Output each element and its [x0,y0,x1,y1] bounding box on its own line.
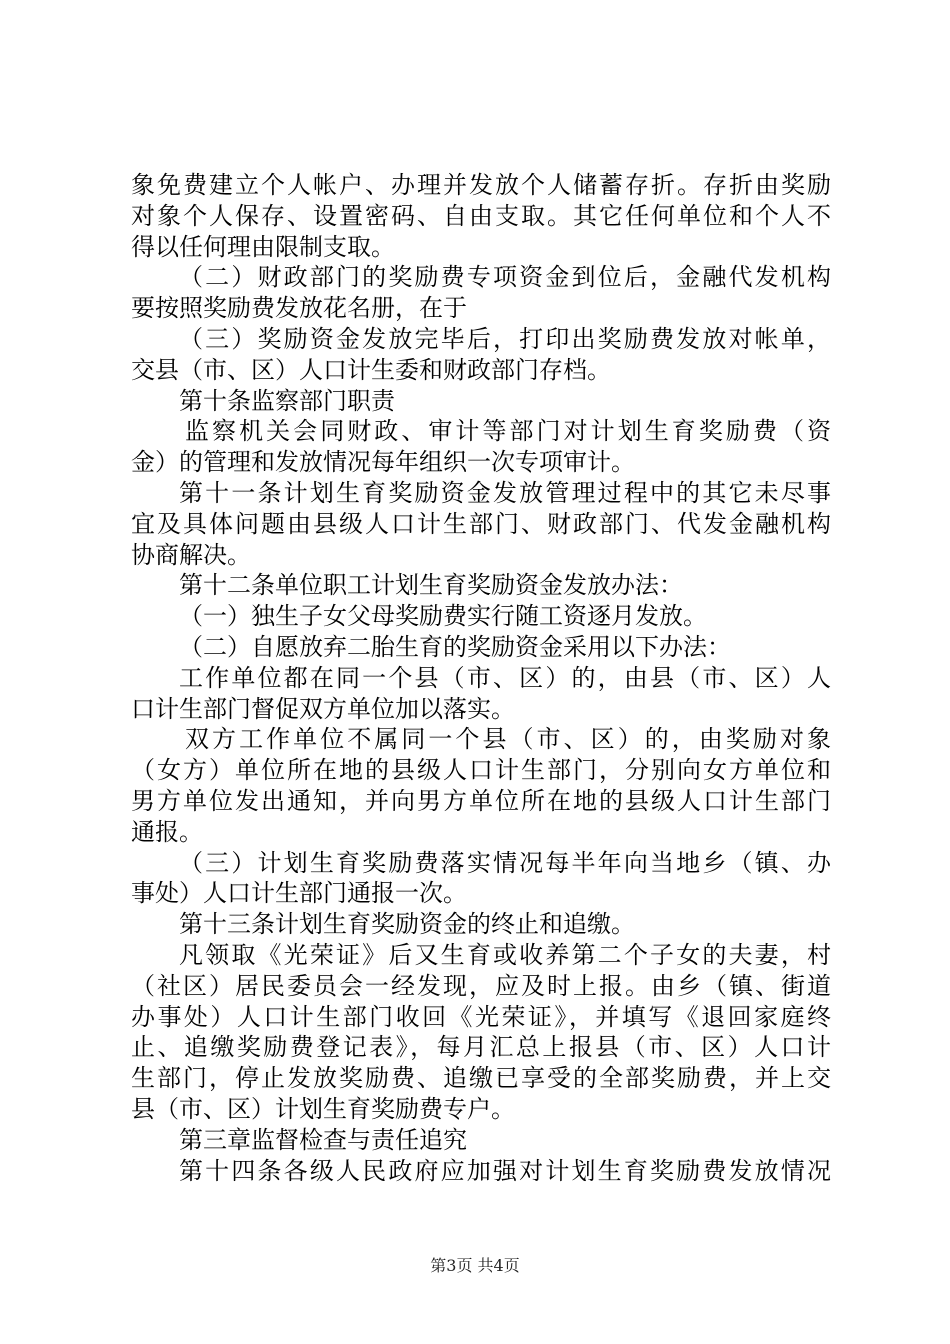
text-line: 止、追缴奖励费登记表》，每月汇总上报县（市、区）人口计 [131,1033,831,1062]
text-line: （二）自愿放弃二胎生育的奖励资金采用以下办法： [179,632,731,661]
text-line: 要按照奖励费发放花名册，在于 [131,294,467,323]
text-line: （一）独生子女父母奖励费实行随工资逐月发放。 [179,602,707,631]
paragraph [131,386,831,417]
paragraph [131,940,831,1125]
text-line: 金）的管理和发放情况每年组织一次专项审计。 [131,448,635,477]
text-line: 通报。 [131,817,203,846]
document-body [131,170,831,1186]
text-line: 第十条监察部门职责 [179,386,395,415]
paragraph [131,632,831,663]
text-line: （社区）居民委员会一经发现，应及时上报。由乡（镇、街道 [131,971,831,1000]
text-line: （二）财政部门的奖励费专项资金到位后，金融代发机构 [179,263,831,292]
paragraph [131,570,831,601]
text-line: 双方工作单位不属同一个县（市、区）的，由奖励对象 [185,725,831,754]
text-line: 男方单位发出通知，并向男方单位所在地的县级人口计生部门 [131,786,831,815]
text-line: 第三章监督检查与责任追究 [179,1125,467,1154]
text-line: 象免费建立个人帐户、办理并发放个人储蓄存折。存折由奖励 [131,171,831,199]
paragraph [131,416,831,478]
paragraph [131,601,831,632]
text-line: 口计生部门督促双方单位加以落实。 [131,694,515,723]
text-line: 县（市、区）计划生育奖励费专户。 [131,1094,515,1123]
text-line: （女方）单位所在地的县级人口计生部门，分别向女方单位和 [131,756,831,785]
text-line: 第十三条计划生育奖励资金的终止和追缴。 [179,910,635,939]
paragraph [131,909,831,940]
paragraph [131,663,831,725]
text-line: 第十二条单位职工计划生育奖励资金发放办法： [179,571,683,600]
text-line: （三）奖励资金发放完毕后，打印出奖励费发放对帐单， [179,324,831,353]
paragraph [131,1156,831,1187]
text-line: （三）计划生育奖励费落实情况每半年向当地乡（镇、办 [179,848,831,877]
page-number-footer: 第3页 共4页 [430,1256,520,1275]
text-line: 交县（市、区）人口计生委和财政部门存档。 [131,355,611,384]
paragraph [131,262,831,324]
text-line: 宜及具体问题由县级人口计生部门、财政部门、代发金融机构 [131,509,831,538]
text-line: 第十四条各级人民政府应加强对计划生育奖励费发放情况 [179,1156,831,1185]
text-line: 生部门，停止发放奖励费、追缴已享受的全部奖励费，并上交 [131,1064,831,1093]
paragraph [131,724,831,847]
text-line: 对象个人保存、设置密码、自由支取。其它任何单位和个人不 [131,201,831,230]
paragraph [131,1125,831,1156]
text-line: 协商解决。 [131,540,251,569]
paragraph [131,324,831,386]
text-line: 办事处）人口计生部门收回《光荣证》，并填写《退回家庭终 [131,1002,831,1031]
text-line: 得以任何理由限制支取。 [131,232,395,261]
paragraph [131,478,831,570]
paragraph [131,170,831,262]
text-line: 凡领取《光荣证》后又生育或收养第二个子女的夫妻，村 [179,940,831,969]
text-line: 监察机关会同财政、审计等部门对计划生育奖励费（资 [185,417,831,446]
text-line: 第十一条计划生育奖励资金发放管理过程中的其它未尽事 [179,478,831,507]
text-line: 工作单位都在同一个县（市、区）的，由县（市、区）人 [179,663,831,692]
paragraph [131,848,831,910]
text-line: 事处）人口计生部门通报一次。 [131,879,467,908]
